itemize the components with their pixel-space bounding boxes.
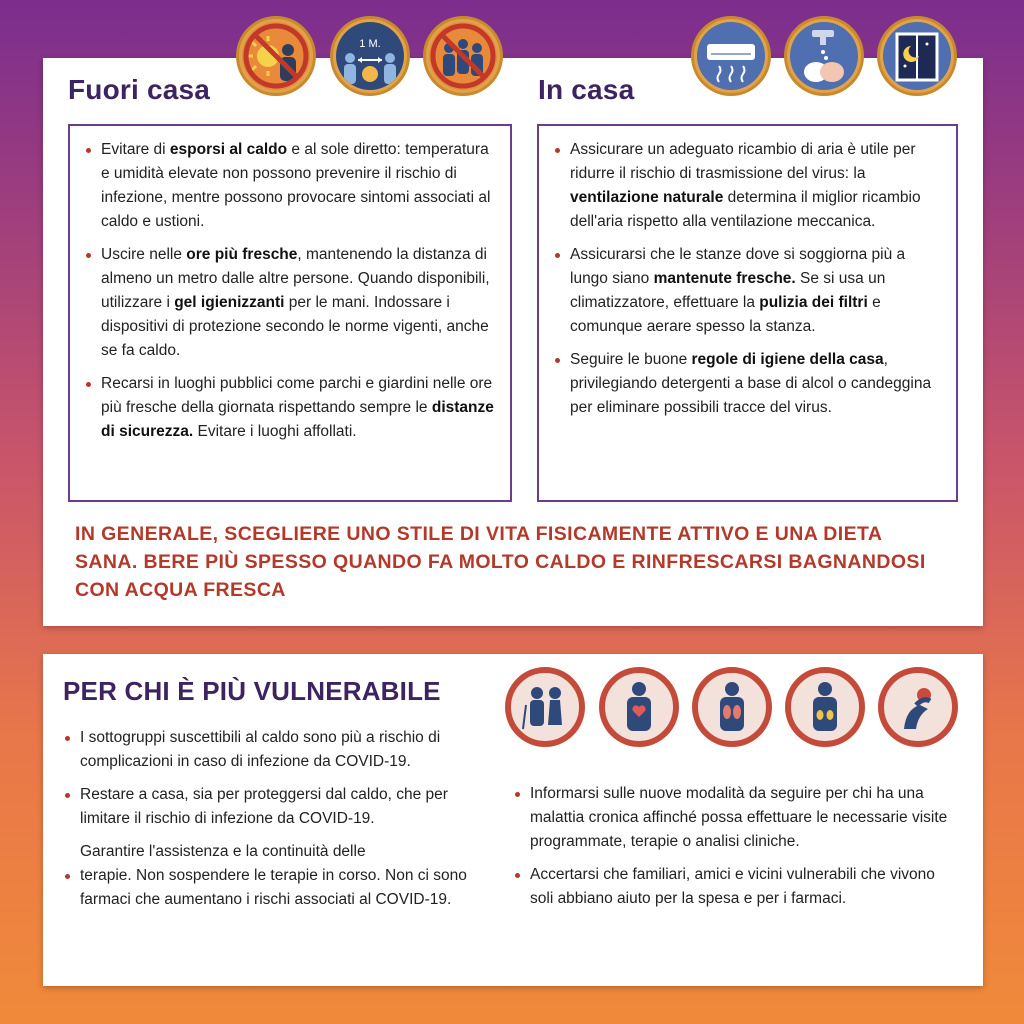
vulnerable-right-column — [513, 782, 953, 920]
vulnerable-left-paragraph: Garantire l'assistenza e la continuità delle — [80, 843, 366, 860]
indoor-list — [539, 126, 956, 420]
vulnerable-left-list — [63, 726, 483, 831]
list-item: Uscire nelle ore più fresche, mantenendo la distanza di almeno un metro dalle altre persone. Quando disponibili, utilizzare i gel igienizzanti per le mani. Indossare i dispositivi di protezione secondo le norme vigenti, anche se fa caldo. — [84, 243, 494, 363]
one-meter-distance-icon — [330, 16, 410, 96]
no-crowds-icon — [423, 16, 503, 96]
outdoor-box — [68, 124, 512, 502]
list-item: Seguire le buone regole di igiene della casa, privilegiando detergenti a base di alcol o candeggina per eliminare possibili tracce del virus. — [553, 348, 942, 420]
vulnerable-right-list — [513, 782, 953, 911]
no-sun-exposure-icon — [236, 16, 316, 96]
heart-condition-icon — [599, 667, 679, 747]
window-night-icon — [877, 16, 957, 96]
outdoor-list — [70, 126, 510, 444]
list-item: Assicurare un adeguato ricambio di aria è utile per ridurre il rischio di trasmissione del virus: la ventilazione naturale determina il miglior ricambio dell'aria rispetto alla ventilazione meccanica. — [553, 138, 942, 234]
indoor-title: In casa — [538, 74, 635, 105]
list-item: Accertarsi che familiari, amici e vicini vulnerabili che vivono soli abbiano aiuto per la spesa e per i farmaci. — [513, 863, 953, 911]
vulnerable-title: PER CHI È PIÙ VULNERABILE — [63, 676, 441, 706]
kidneys-condition-icon — [785, 667, 865, 747]
distance-label: 1 M. — [359, 38, 381, 50]
list-item: Informarsi sulle nuove modalità da seguire per chi ha una malattia cronica affinché possa effettuare le necessarie visite programmate, terapie o analisi cliniche. — [513, 782, 953, 854]
list-item: I sottogruppi suscettibili al caldo sono più a rischio di complicazioni in caso di infezione da COVID-19. — [63, 726, 483, 774]
distressed-person-icon — [878, 667, 958, 747]
hand-washing-icon — [784, 16, 864, 96]
lungs-condition-icon — [692, 667, 772, 747]
air-conditioner-icon — [691, 16, 771, 96]
list-item: Evitare di esporsi al caldo e al sole diretto: temperatura e umidità elevate non possono prevenire il rischio di infezione, mentre possono provocare sintomi associati al caldo e ustioni. — [84, 138, 494, 234]
general-advice-text: IN GENERALE, SCEGLIERE UNO STILE DI VITA FISICAMENTE ATTIVO E UNA DIETA SANA. BERE PIÙ SPESSO QUANDO FA MOLTO CALDO E RINFRESCARSI BAGNANDOSI CON ACQUA FRESCA — [75, 523, 926, 601]
list-item: Recarsi in luoghi pubblici come parchi e giardini nelle ore più fresche della giornata rispettando sempre le distanze di sicurezza. Evitare i luoghi affollati. — [84, 372, 494, 444]
outdoor-title: Fuori casa — [68, 74, 211, 105]
vulnerable-left-column — [63, 726, 483, 921]
vulnerable-left-list-2 — [63, 864, 483, 912]
elderly-couple-icon — [505, 667, 585, 747]
list-item: Restare a casa, sia per proteggersi dal caldo, che per limitare il rischio di infezione da COVID-19. — [63, 783, 483, 831]
indoor-box — [537, 124, 958, 502]
list-item: terapie. Non sospendere le terapie in corso. Non ci sono farmaci che aumentano i rischi associati al COVID-19. — [63, 864, 483, 912]
list-item: Assicurarsi che le stanze dove si soggiorna più a lungo siano mantenute fresche. Se si usa un climatizzatore, effettuare la pulizia dei filtri e comunque aerare spesso la stanza. — [553, 243, 942, 339]
